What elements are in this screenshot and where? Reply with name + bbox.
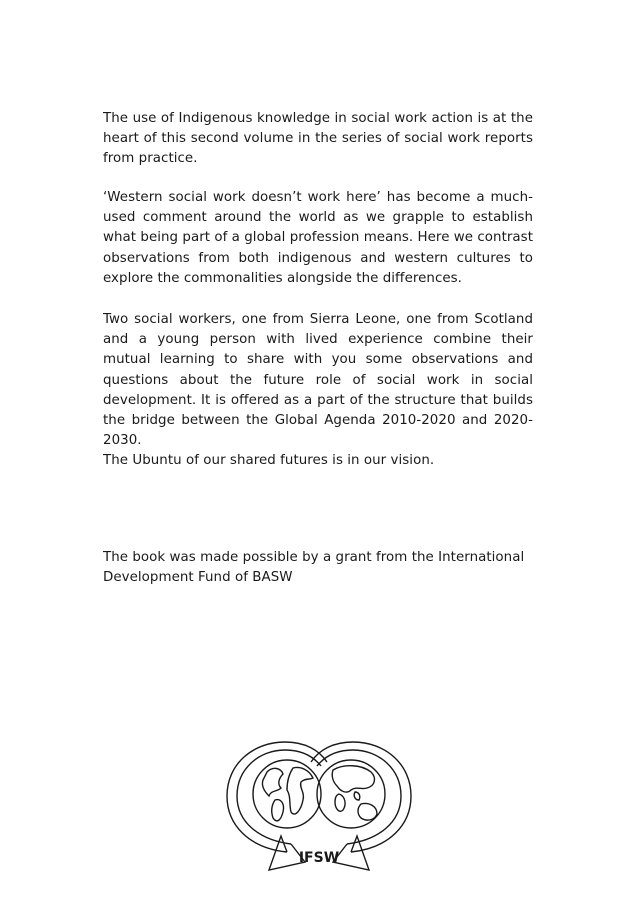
- intro-paragraph: The use of Indigenous knowledge in social work action is at the heart of this second volume in the series of social work reports from practice.: [103, 111, 533, 167]
- authors-paragraph: Two social workers, one from Sierra Leone, one from Scotland and a young person with lived experience combine their mutual learning to share with you some observations and questions about the future role of social work in social development. It is offered as a part of the structure that builds the bridge between the Global Agenda 2010-2020 and 2020-2030.: [103, 312, 533, 449]
- western-social-work-paragraph: ‘Western social work doesn’t work here’ has become a much-used comment around the world as we grapple to establish what being part of a global profession means. Here we contrast observations from both indigenous and western cultures to explore the commonalities alongside the differences.: [103, 190, 534, 286]
- grant-paragraph: The book was made possible by a grant from the International Development Fund of BASW: [103, 550, 525, 586]
- ifsw-logo: [221, 730, 417, 880]
- ubuntu-paragraph: The Ubuntu of our shared futures is in our vision.: [103, 453, 435, 468]
- logo-label: IFSW: [298, 850, 340, 866]
- ifsw-globe-logo-icon: [221, 730, 417, 880]
